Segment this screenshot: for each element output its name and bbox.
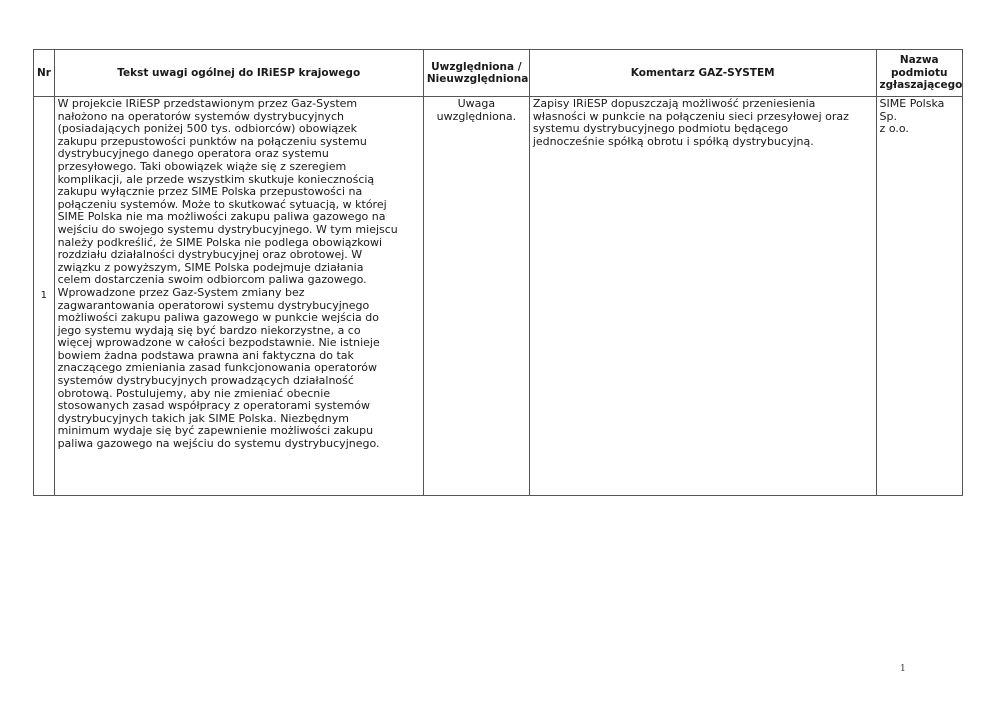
table-body (34, 97, 963, 496)
page-number: 1 (900, 664, 906, 674)
table-header (34, 50, 963, 97)
header-status: Uwzględniona / Nieuwzględniona (423, 50, 529, 97)
header-comment: Komentarz GAZ-SYSTEM (529, 50, 876, 97)
header-remark-text: Tekst uwagi ogólnej do IRiESP krajowego (54, 50, 423, 97)
remarks-table (33, 49, 963, 496)
cell-submitter-name: SIME Polska Sp. z o.o. (876, 97, 962, 496)
header-nr: Nr (34, 50, 55, 97)
cell-remark-text: W projekcie IRiESP przedstawionym przez Gaz-System nałożono na operatorów systemów dystrybucyjnych (posiadających poniżej 500 tys. odbiorców) obowiązek zakupu przepustowości punktów na połączeniu systemu dystrybucyjnego danego operatora oraz systemu przesyłowego. Taki obowiązek wiąże się z szeregiem komplikacji, ale przede wszystkim skutkuje koniecznością zakupu wyłącznie przez SIME Polska przepustowości na połączeniu systemów. Może to skutkować sytuacją, w której SIME Polska nie ma możliwości zakupu paliwa gazowego na wejściu do swojego systemu dystrybucyjnego. W tym miejscu należy podkreślić, że SIME Polska nie podlega obowiązkowi rozdziału działalności dystrybucyjnej oraz obrotowej. W związku z powyższym, SIME Polska podejmuje działania celem dostarczenia swoim odbiorcom paliwa gazowego. Wprowadzone przez Gaz-System zmiany bez zagwarantowania operatorowi systemu dystrybucyjnego możliwości zakupu paliwa gazowego w punkcie wejścia do jego systemu wydają się być bardzo niekorzystne, a co więcej wprowadzone w całości bezpodstawnie. Nie istnieje bowiem żadna podstawa prawna ani faktyczna do tak znaczącego zmieniania zasad funkcjonowania operatorów systemów dystrybucyjnych prowadzących działalność obrotową. Postulujemy, aby nie zmieniać obecnie stosowanych zasad współpracy z operatorami systemów dystrybucyjnych takich jak SIME Polska. Niezbędnym minimum wydaje się być zapewnienie możliwości zakupu paliwa gazowego na wejściu do systemu dystrybucyjnego. (54, 97, 423, 496)
cell-nr: 1 (34, 97, 55, 496)
cell-status: Uwaga uwzględniona. (423, 97, 529, 496)
cell-comment: Zapisy IRiESP dopuszczają możliwość przeniesienia własności w punkcie na połączeniu sieci przesyłowej oraz systemu dystrybucyjnego podmiotu będącego jednocześnie spółką obrotu i spółką dystrybucyjną. (529, 97, 876, 496)
header-row (34, 50, 963, 97)
table-row (34, 97, 963, 496)
header-submitter-name: Nazwa podmiotu zgłaszającego (876, 50, 962, 97)
